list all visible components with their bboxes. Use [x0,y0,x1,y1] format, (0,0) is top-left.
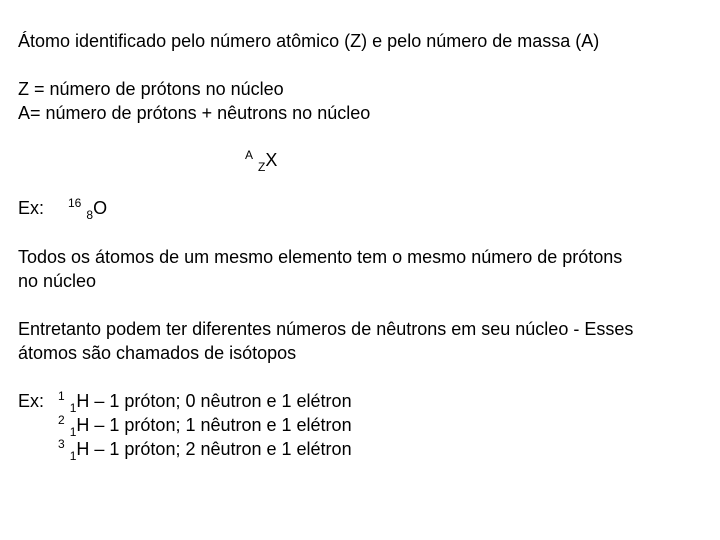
isotopes-label: Ex: [18,391,45,411]
a-definition: A= número de prótons + nêutrons no núcleo [18,103,371,123]
isotope-atomic-number: 1 [69,401,77,415]
oxygen-nuclide [68,197,107,221]
oxygen-example [18,196,108,222]
paragraph1-line2: no núcleo [18,271,97,291]
mass-symbol: A [245,148,254,162]
isotope-symbol: H [76,391,90,411]
oxygen-symbol: O [93,198,108,218]
oxygen-atomic-number: 8 [86,208,94,222]
oxygen-mass-number: 16 [68,196,82,210]
paragraph2-line2: átomos são chamados de isótopos [18,343,297,363]
isotope-symbol: H [76,415,90,435]
isotope-row [58,414,352,438]
isotope-mass-number: 3 [58,437,65,451]
isotope-mass-number: 1 [58,389,65,403]
paragraph1-line1: Todos os átomos de um mesmo elemento tem o mesmo número de prótons [18,247,623,267]
isotope-mass-number: 2 [58,413,65,427]
z-definition: Z = número de prótons no núcleo [18,79,284,99]
isotope-description: – 1 próton; 2 nêutron e 1 elétron [89,439,352,459]
atomic-symbol: Z [258,160,266,174]
example-label: Ex: [18,198,45,218]
isotope-row [58,438,352,462]
isotope-atomic-number: 1 [69,449,77,463]
isotope-row [58,390,352,414]
title-line: Átomo identificado pelo número atômico (Z) e pelo número de massa (A) [18,31,600,51]
isotope-description: – 1 próton; 1 nêutron e 1 elétron [89,415,352,435]
isotope-atomic-number: 1 [69,425,77,439]
isotope-description: – 1 próton; 0 nêutron e 1 elétron [89,391,352,411]
isotope-symbol: H [76,439,90,459]
element-symbol: X [265,150,278,170]
nuclide-notation [245,149,277,173]
paragraph2-line1: Entretanto podem ter diferentes números de nêutrons em seu núcleo - Esses [18,319,634,339]
